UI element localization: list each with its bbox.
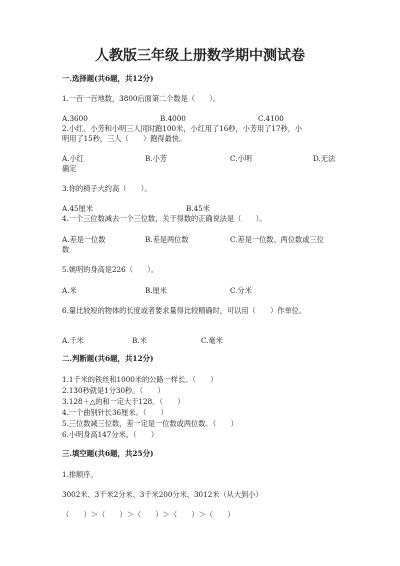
option-c: C.小明 — [230, 154, 252, 163]
option-b: B.差是两位数 — [145, 235, 189, 244]
option-a: A.45厘米 — [62, 204, 93, 213]
section-header-judgement: 二.判断题(共6题，共12分) — [62, 354, 154, 363]
option-b: B.厘米 — [145, 286, 167, 295]
question-text: 6.量比较短的物体的长度或者要求量得比较精确时，可以用（ ）作单位。 — [62, 306, 307, 315]
option-a: A.千米 — [62, 336, 84, 345]
option-c-continued: 数 — [62, 245, 70, 254]
list-item: 5.三位数减三位数，差一定是一位数或两位数。（ ） — [62, 419, 238, 428]
question-text: 4.一个三位数减去一个三位数，关于得数的正确说法是（ ）。 — [62, 214, 267, 223]
option-a: A.差是一位数 — [62, 235, 106, 244]
question-text: 1.一百一百地数，3800后面第二个数是（ ）。 — [62, 94, 221, 103]
list-item: 3.128＋△的和一定大于128。（ ） — [62, 397, 185, 406]
question-text: 3.你的椅子大约高（ ）。 — [62, 184, 152, 193]
option-b: B.小芳 — [145, 154, 167, 163]
list-item: 6.小明身高147分米。（ ） — [62, 430, 159, 439]
option-c: C.4100 — [258, 114, 284, 123]
page-title: 人教版三年级上册数学期中测试卷 — [95, 48, 305, 64]
option-b: B.4000 — [160, 114, 186, 123]
option-c: C.毫米 — [201, 336, 223, 345]
option-a: A.米 — [62, 286, 77, 295]
option-d: D.无法 — [313, 154, 336, 163]
answer-blanks: （ ）＞（ ）＞（ ）＞（ ）＞（ ） — [62, 510, 235, 519]
option-c: C.分米 — [230, 286, 252, 295]
list-item: 2.130秒就是1分30秒。（ ） — [62, 386, 165, 395]
question-text: 2.小红、小芳和小明三人同时跑100米，小红用了16秒，小芳用了17秒，小 — [62, 124, 303, 133]
question-text: 3002米、3千米2分米、3千米200分米、3012米（从大到小） — [62, 490, 263, 499]
list-item: 1.1千米的铁丝和1000米的公路一样长。（ ） — [62, 375, 218, 384]
question-text-continued: 明用了15秒，三人（ ）跑得最快。 — [62, 134, 187, 143]
question-text: 1.排顺序。 — [62, 470, 98, 479]
list-item: 4.一个曲别针长36厘米。（ ） — [62, 408, 168, 417]
question-text: 5.姚明的身高是226（ ）。 — [62, 265, 159, 274]
section-header-choice: 一.选择题(共6题，共12分) — [62, 74, 154, 83]
option-c: C.差是一位数、两位数或三位 — [230, 235, 324, 244]
option-b: B.45米 — [186, 204, 210, 213]
option-a: A.小红 — [62, 154, 84, 163]
section-header-fill: 三.填空题(共6题，共25分) — [62, 449, 154, 458]
option-a: A.3600 — [62, 114, 88, 123]
option-d-continued: 确定 — [62, 164, 77, 173]
option-b: B.米 — [132, 336, 147, 345]
